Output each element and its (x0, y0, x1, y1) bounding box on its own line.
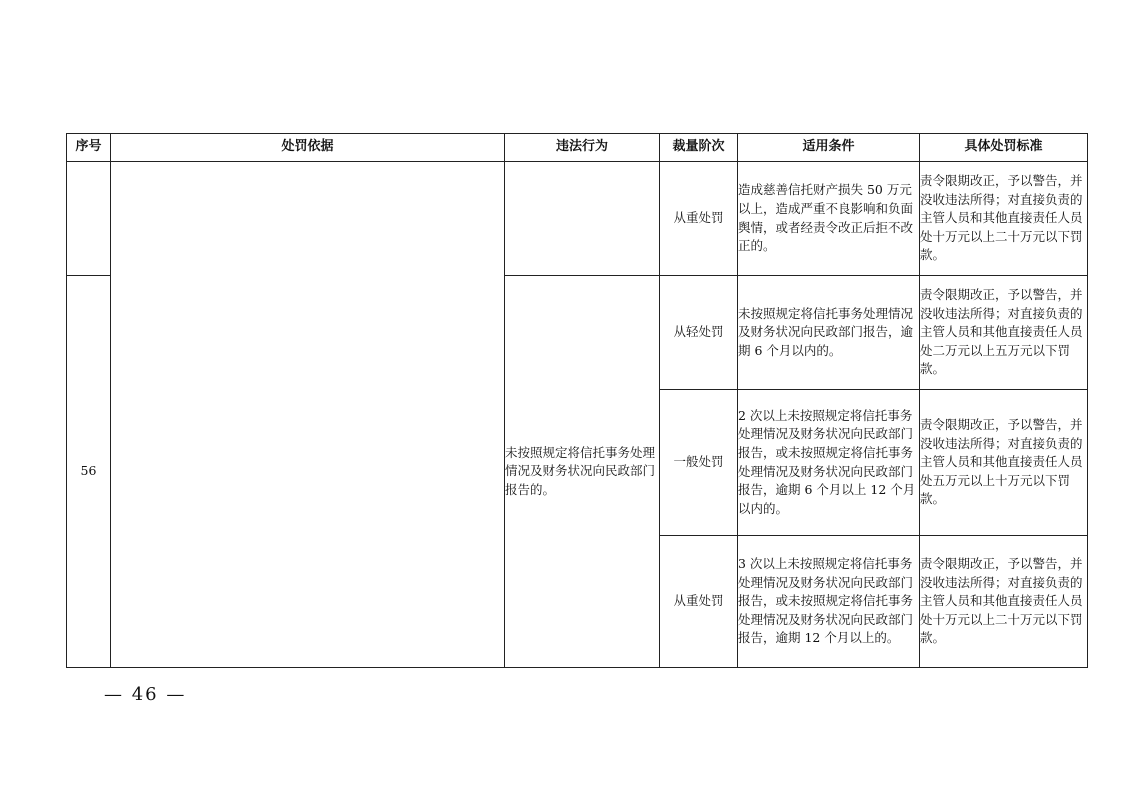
header-serial-number: 序号 (67, 134, 111, 162)
condition-cell: 未按照规定将信托事务处理情况及财务状况向民政部门报告，逾期 6 个月以内的。 (738, 276, 920, 390)
condition-cell: 3 次以上未按照规定将信托事务处理情况及财务状况向民政部门报告，或未按照规定将信托事务处理情况及财务状况向民政部门报告，逾期 12 个月以上的。 (738, 536, 920, 668)
header-discretion-level: 裁量阶次 (660, 134, 738, 162)
page-number: — 46 — (104, 684, 187, 705)
serial-number-cell-empty (67, 162, 111, 276)
penalty-standard-cell: 责令限期改正，予以警告，并没收违法所得；对直接负责的主管人员和其他直接责任人员处十万元以上二十万元以下罚款。 (920, 162, 1088, 276)
violation-cell: 未按照规定将信托事务处理情况及财务状况向民政部门报告的。 (505, 276, 660, 668)
table-row (67, 162, 1088, 276)
violation-cell-empty (505, 162, 660, 276)
discretion-level-cell: 从重处罚 (660, 162, 738, 276)
discretion-level-cell: 一般处罚 (660, 390, 738, 536)
condition-cell: 造成慈善信托财产损失 50 万元以上，造成严重不良影响和负面舆情，或者经责令改正后拒不改正的。 (738, 162, 920, 276)
header-penalty-standard: 具体处罚标准 (920, 134, 1088, 162)
header-violation: 违法行为 (505, 134, 660, 162)
serial-number-cell: 56 (67, 276, 111, 668)
penalty-basis-cell (111, 162, 505, 668)
table-header-row (67, 134, 1088, 162)
penalty-standard-cell: 责令限期改正，予以警告，并没收违法所得；对直接负责的主管人员和其他直接责任人员处二万元以上五万元以下罚款。 (920, 276, 1088, 390)
condition-cell: 2 次以上未按照规定将信托事务处理情况及财务状况向民政部门报告，或未按照规定将信托事务处理情况及财务状况向民政部门报告，逾期 6 个月以上 12 个月以内的。 (738, 390, 920, 536)
discretion-level-cell: 从重处罚 (660, 536, 738, 668)
header-conditions: 适用条件 (738, 134, 920, 162)
penalty-standard-cell: 责令限期改正，予以警告，并没收违法所得；对直接负责的主管人员和其他直接责任人员处十万元以上二十万元以下罚款。 (920, 536, 1088, 668)
penalty-standard-cell: 责令限期改正，予以警告，并没收违法所得；对直接负责的主管人员和其他直接责任人员处五万元以上十万元以下罚款。 (920, 390, 1088, 536)
discretion-level-cell: 从轻处罚 (660, 276, 738, 390)
penalty-standards-table (66, 133, 1088, 668)
header-penalty-basis: 处罚依据 (111, 134, 505, 162)
